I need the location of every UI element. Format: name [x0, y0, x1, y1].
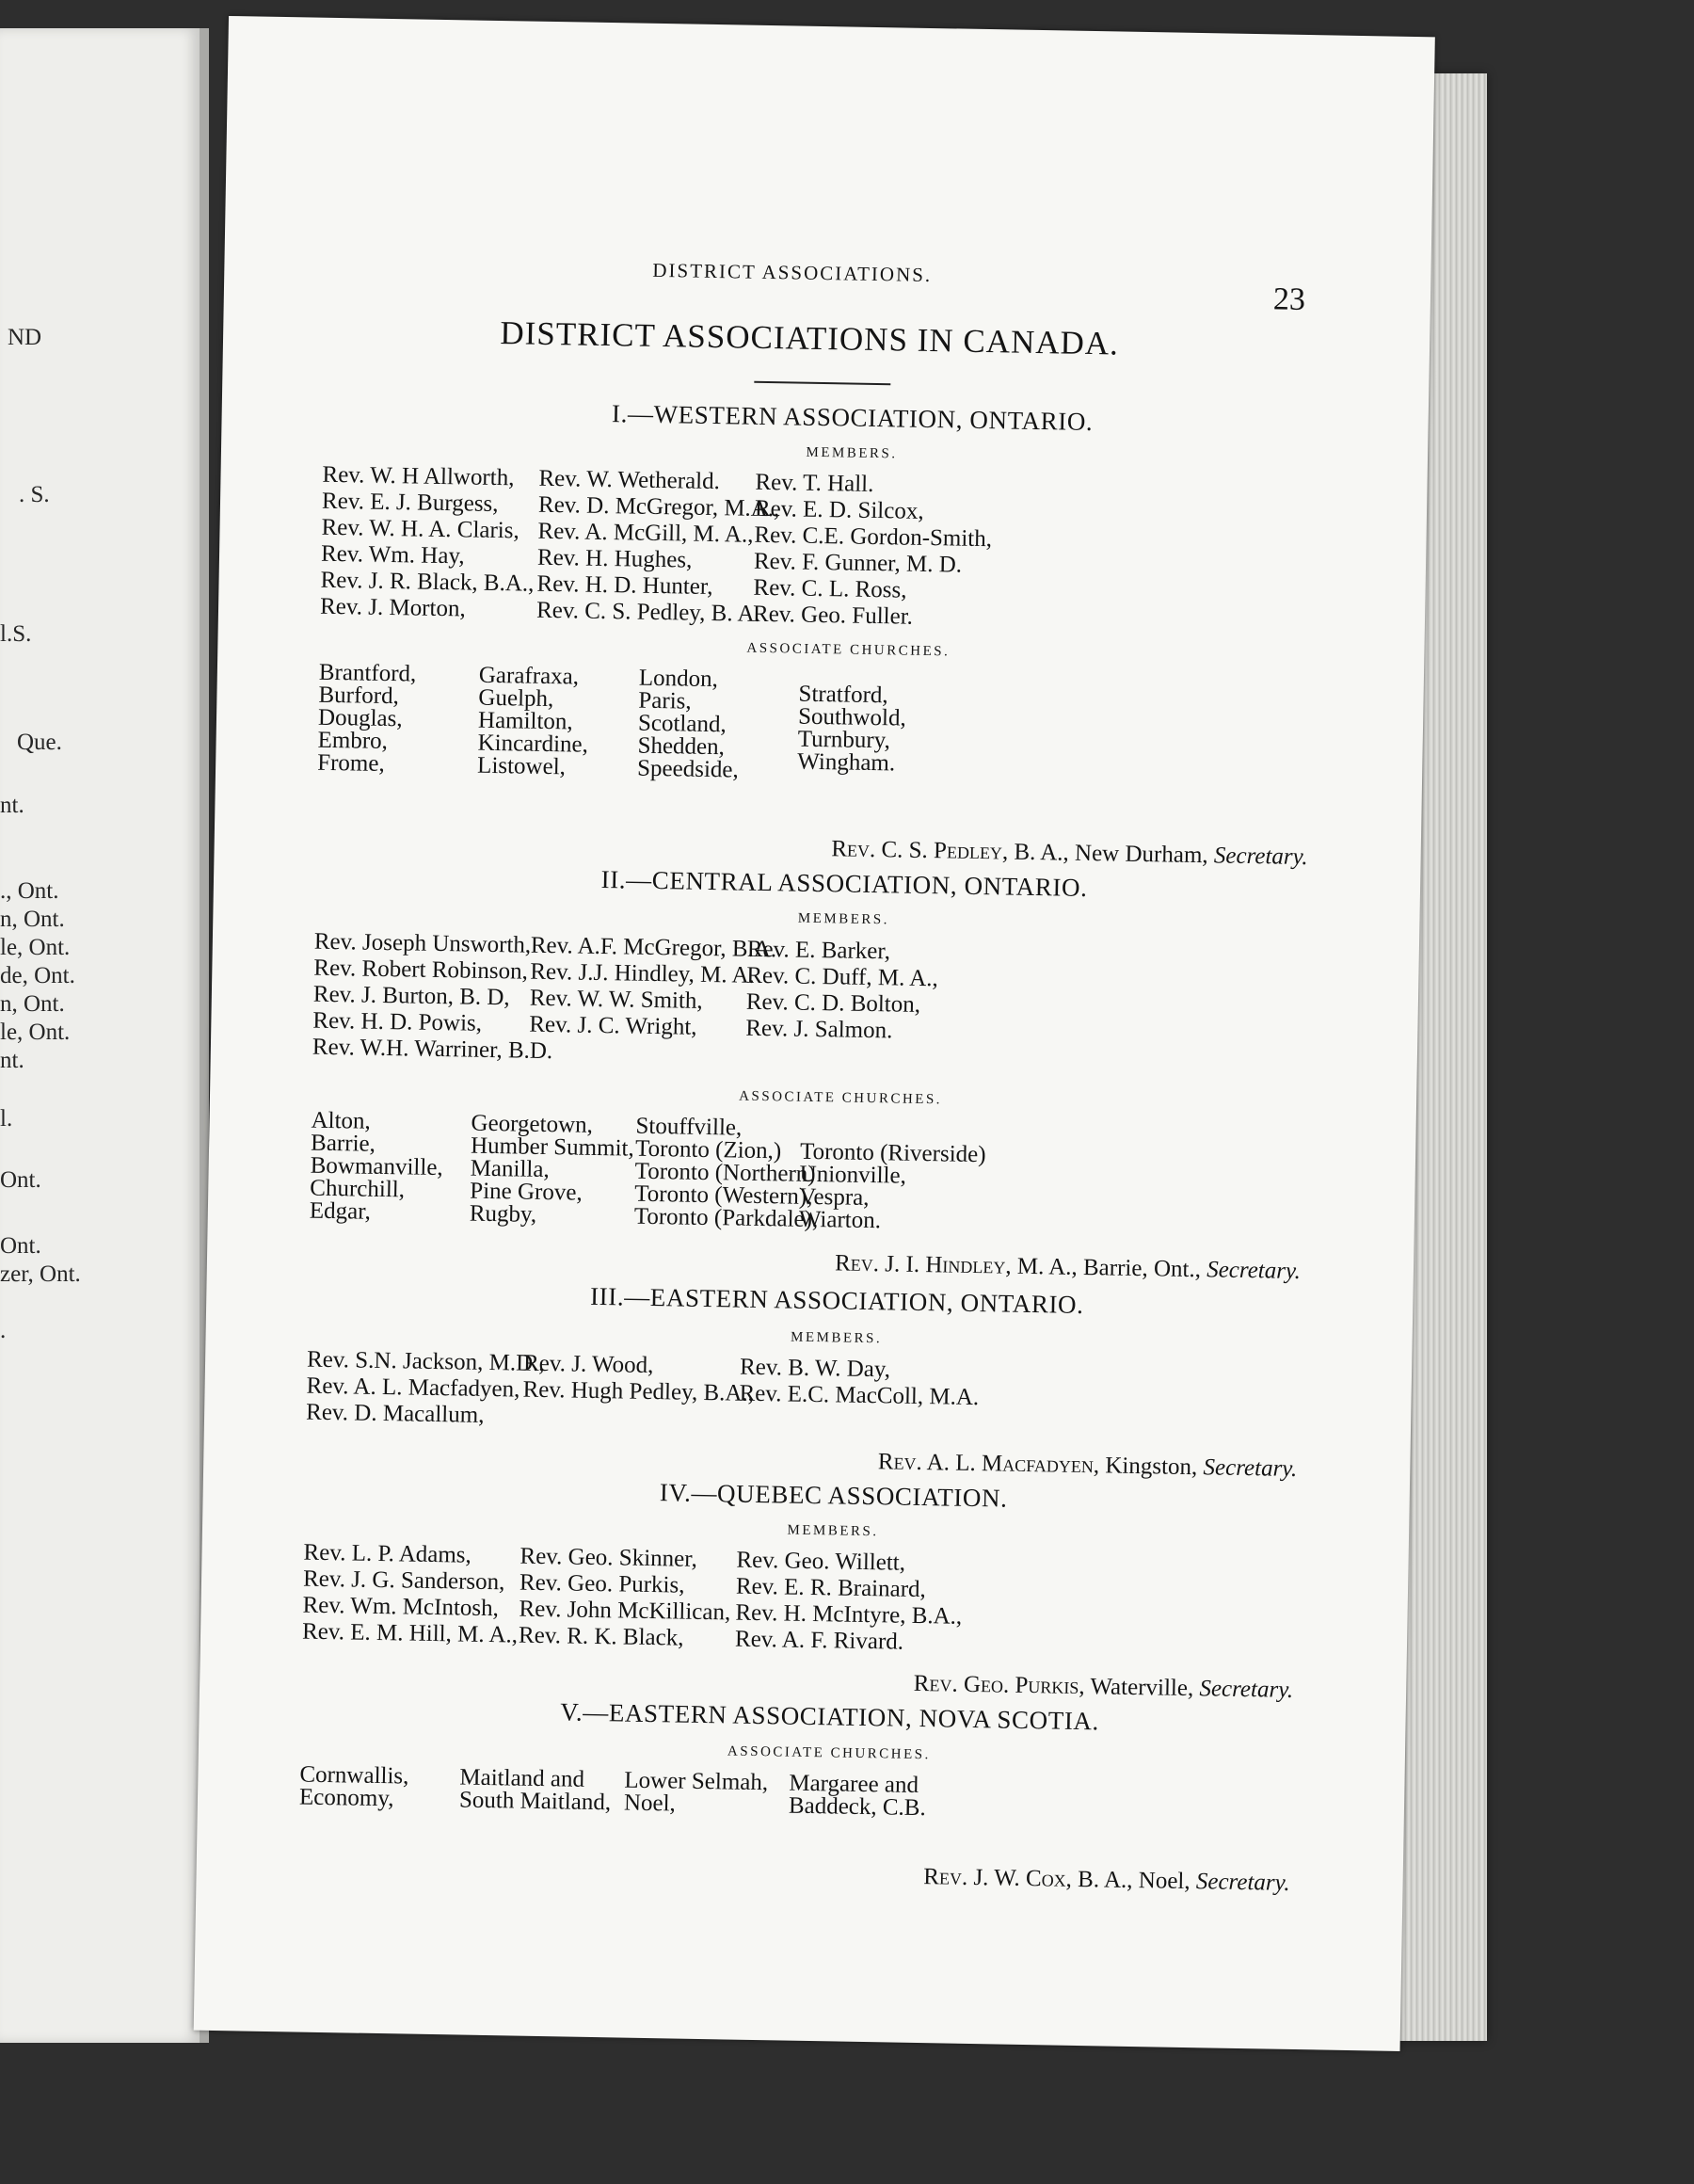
member-name: Rev. T. Hall. [755, 469, 874, 497]
member-name: Rev. H. D. Powis, [312, 1007, 483, 1036]
church-name: Pine Grove, [470, 1178, 583, 1206]
church-name: Alton, [311, 1107, 372, 1134]
church-name: Bowmanville, [310, 1152, 443, 1181]
member-name: Rev. H. D. Hunter, [536, 570, 713, 601]
member-name: Rev. A.F. McGregor, B.A. [530, 932, 777, 963]
church-name: Cornwallis, [299, 1761, 409, 1790]
member-name: Rev. J. Morton, [319, 593, 466, 622]
church-name: Listowel, [476, 752, 567, 780]
section-heading: IV.—QUEBEC ASSOCIATION. [659, 1478, 1008, 1513]
church-name: Burford, [318, 682, 400, 710]
member-name: Rev. Wm. McIntosh, [302, 1592, 500, 1622]
members-label: MEMBERS. [806, 444, 898, 462]
member-name: Rev. E. J. Burgess, [321, 488, 499, 518]
church-name: Shedden, [637, 732, 726, 761]
church-name: Toronto (Western), [634, 1180, 813, 1210]
member-name: Rev. Robert Robinson, [313, 955, 529, 985]
member-name: Rev. R. K. Black, [518, 1622, 684, 1651]
facing-page-fragment: nt. [0, 793, 24, 818]
member-name: Rev. Hugh Pedley, B.A., [522, 1376, 755, 1406]
church-name: Toronto (Parkdale), [633, 1203, 819, 1233]
church-name: Kincardine, [477, 730, 589, 758]
member-name: Rev. C. Duff, M. A., [746, 962, 939, 992]
church-name: Baddeck, C.B. [788, 1792, 926, 1822]
secretary-details: , M. A., Barrie, Ont., [1005, 1253, 1207, 1283]
member-name: Rev. J. G. Sanderson, [302, 1566, 505, 1596]
church-name: Unionville, [799, 1161, 907, 1189]
church-name: Stratford, [798, 681, 888, 709]
page-number: 23 [1272, 281, 1306, 317]
church-name: Humber Summit, [470, 1132, 634, 1162]
member-name: Rev. J. R. Black, B.A., [320, 567, 535, 597]
member-name: Rev. Wm. Hay, [320, 540, 465, 570]
member-name: Rev. C.E. Gordon-Smith, [754, 522, 993, 553]
church-name: Brantford, [318, 659, 417, 687]
church-name: Speedside, [636, 755, 739, 783]
facing-page [0, 28, 209, 2043]
church-name: Barrie, [310, 1130, 376, 1157]
secretary-title: Secretary. [1199, 1676, 1294, 1703]
secretary-title: Secretary. [1206, 1257, 1302, 1285]
member-name: Rev. W.H. Warriner, B.D. [312, 1034, 553, 1065]
church-name: Edgar, [309, 1197, 372, 1225]
secretary-name: Rev. Geo. Purkis [913, 1670, 1079, 1699]
secretary-details: , B. A., Noel, [1065, 1866, 1197, 1895]
church-name: Scotland, [637, 710, 727, 738]
church-name: Toronto (Northern) [634, 1158, 816, 1188]
church-name: Rugby, [469, 1200, 537, 1228]
member-name: Rev. C. L. Ross, [753, 574, 907, 603]
facing-page-fragment: Ont. [0, 1233, 41, 1259]
church-name: Stouffville, [635, 1113, 743, 1141]
facing-page-fragment: de, Ont. [0, 963, 75, 988]
member-name: Rev. E.C. MacColl, M.A. [739, 1380, 980, 1411]
secretary-line [878, 1449, 1298, 1483]
member-name: Rev. D. McGregor, M.A., [537, 491, 780, 522]
church-name: Garafraxa, [478, 662, 580, 690]
church-name: Vespra, [799, 1183, 870, 1212]
facing-page-fragment: l. [0, 1106, 13, 1132]
member-name: Rev. J. Wood, [522, 1350, 654, 1379]
member-name: Rev. E. Barker, [746, 936, 891, 965]
member-name: Rev. L. P. Adams, [303, 1539, 472, 1568]
member-name: Rev. J. Burton, B. D, [312, 981, 510, 1011]
churches-label: ASSOCIATE CHURCHES. [746, 640, 951, 660]
facing-page-fragment: . [0, 1318, 7, 1343]
member-name: Rev. Joseph Unsworth, [313, 928, 532, 958]
member-name: Rev. S.N. Jackson, M.D., [306, 1346, 545, 1377]
member-name: Rev. John McKillican, [519, 1596, 731, 1626]
church-name: Maitland and [459, 1764, 585, 1792]
facing-page-fragment: n, Ont. [0, 991, 65, 1017]
member-name: Rev. B. W. Day, [739, 1354, 891, 1383]
church-name: Georgetown, [471, 1110, 594, 1138]
church-name: Paris, [638, 687, 692, 715]
facing-page-fragment: Que. [17, 730, 62, 755]
secretary-line [835, 1250, 1301, 1285]
member-name: Rev. E. D. Silcox, [754, 495, 924, 524]
member-name: Rev. C. D. Bolton, [745, 988, 921, 1018]
members-label: MEMBERS. [790, 1329, 883, 1347]
member-name: Rev. Geo. Purkis, [519, 1569, 685, 1598]
facing-page-fragment: l.S. [0, 621, 32, 647]
section-heading: III.—EASTERN ASSOCIATION, ONTARIO. [589, 1281, 1084, 1320]
secretary-title: Secretary. [1195, 1869, 1290, 1896]
church-name: Douglas, [317, 704, 403, 732]
churches-label: ASSOCIATE CHURCHES. [739, 1088, 943, 1108]
member-name: Rev. J. C. Wright, [529, 1011, 697, 1040]
facing-page-fragment: nt. [0, 1048, 24, 1073]
secretary-name: Rev. A. L. Macfadyen [877, 1449, 1095, 1479]
facing-page-fragment: le, Ont. [0, 1020, 71, 1045]
facing-page-fragment: zer, Ont. [0, 1261, 81, 1287]
member-name: Rev. E. R. Brainard, [735, 1573, 927, 1603]
member-name: Rev. F. Gunner, M. D. [753, 548, 963, 578]
secretary-details: , Waterville, [1079, 1673, 1200, 1702]
member-name: Rev. E. M. Hill, M. A., [301, 1618, 519, 1648]
secretary-title: Secretary. [1213, 843, 1308, 871]
section-heading: II.—CENTRAL ASSOCIATION, ONTARIO. [600, 864, 1088, 903]
facing-page-fragment: Ont. [0, 1167, 41, 1193]
section-heading: I.—WESTERN ASSOCIATION, ONTARIO. [611, 399, 1094, 437]
member-name: Rev. Geo. Willett, [736, 1547, 906, 1576]
church-name: Toronto (Zion,) [634, 1135, 782, 1164]
secretary-title: Secretary. [1203, 1454, 1298, 1482]
title-rule [754, 381, 890, 386]
church-name: Manilla, [470, 1155, 550, 1183]
member-name: Rev. H. Hughes, [536, 544, 693, 573]
member-name: Rev. A. McGill, M. A., [537, 518, 754, 548]
church-name: Wiarton. [798, 1206, 882, 1234]
secretary-details: , B. A., New Durham, [1001, 839, 1215, 869]
secretary-line [914, 1671, 1294, 1704]
running-head: DISTRICT ASSOCIATIONS. [652, 258, 933, 287]
facing-page-fragment: n, Ont. [0, 907, 65, 932]
member-name: Rev. W. Wetherald. [538, 465, 721, 495]
church-name: South Maitland, [458, 1787, 612, 1816]
church-name: Southwold, [797, 703, 906, 731]
member-name: Rev. H. McIntyre, B.A., [735, 1599, 963, 1630]
member-name: Rev. A. L. Macfadyen, [306, 1373, 520, 1403]
page-title: DISTRICT ASSOCIATIONS IN CANADA. [500, 314, 1120, 362]
church-name: Lower Selmah, [624, 1767, 769, 1796]
secretary-line [923, 1864, 1290, 1897]
churches-label: ASSOCIATE CHURCHES. [727, 1743, 931, 1763]
church-name: Hamilton, [477, 707, 573, 735]
member-name: Rev. A. F. Rivard. [734, 1626, 904, 1655]
facing-page-fragment: ., Ont. [0, 878, 59, 904]
secretary-name: Rev. J. W. Cox [923, 1864, 1066, 1892]
member-name: Rev. Geo. Fuller. [752, 601, 914, 630]
member-name: Rev. J.J. Hindley, M. A. [530, 958, 756, 988]
church-name: Embro, [317, 727, 389, 755]
section-heading: V.—EASTERN ASSOCIATION, NOVA SCOTIA. [560, 1697, 1100, 1736]
member-name: Rev. W. H Allworth, [322, 461, 515, 491]
facing-page-fragment: le, Ont. [0, 935, 71, 960]
page [194, 16, 1435, 2051]
church-name: Frome, [316, 749, 385, 777]
member-name: Rev. C. S. Pedley, B. A. [535, 597, 761, 627]
members-label: MEMBERS. [787, 1522, 879, 1540]
secretary-name: Rev. C. S. Pedley [831, 836, 1003, 865]
secretary-name: Rev. J. I. Hindley [834, 1250, 1006, 1279]
church-name: London, [638, 665, 719, 693]
member-name: Rev. J. Salmon. [745, 1015, 893, 1044]
church-name: Churchill, [310, 1175, 406, 1203]
church-name: Toronto (Riverside) [799, 1138, 986, 1168]
facing-page-fragment: . S. [19, 482, 50, 507]
member-name: Rev. W. H. A. Claris, [321, 514, 519, 544]
member-name: Rev. D. Macallum, [305, 1399, 485, 1428]
member-name: Rev. Geo. Skinner, [519, 1543, 698, 1572]
church-name: Guelph, [478, 684, 554, 713]
church-name: Wingham. [797, 748, 896, 777]
members-label: MEMBERS. [797, 910, 890, 928]
church-name: Economy, [298, 1784, 394, 1812]
church-name: Turnbury, [797, 726, 891, 754]
member-name: Rev. W. W. Smith, [529, 985, 703, 1014]
secretary-line [831, 836, 1308, 871]
facing-page-fragment: ND [8, 325, 42, 350]
church-name: Noel, [623, 1790, 677, 1817]
church-name: Margaree and [789, 1770, 919, 1799]
secretary-details: , Kingston, [1093, 1453, 1204, 1481]
